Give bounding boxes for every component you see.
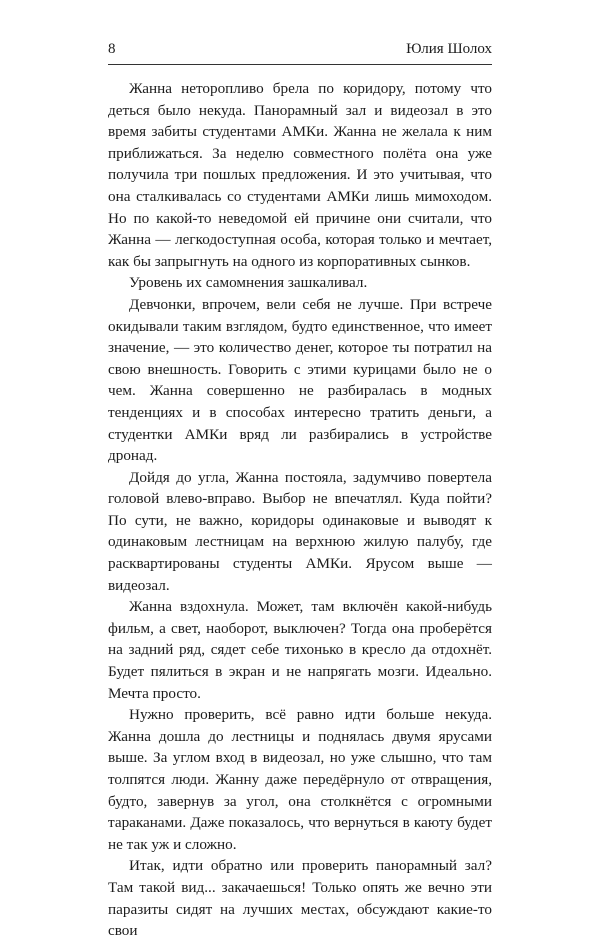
- body-text: [108, 78, 492, 942]
- paragraph: Итак, идти обратно или проверить панорамный зал? Там такой вид... закачаешься! Только опять же вечно эти паразиты сидят на лучших местах, обсуждают какие-то свои: [108, 857, 492, 940]
- paragraph: Уровень их самомнения зашкаливал.: [129, 274, 368, 292]
- paragraph: Девчонки, впрочем, вели себя не лучше. При встрече окидывали таким взглядом, будто единственное, что имеет значение, — это количество денег, которое ты потратил на свою внешность. Говорить с этими курицами было не о чем. Жанна совершенно не разбиралась в модных тенденциях и в способах интересно тратить деньги, а студентки АМКи вряд ли разбирались в устройстве дронад.: [108, 295, 492, 465]
- header-rule: [108, 64, 492, 65]
- paragraph: Дойдя до угла, Жанна постояла, задумчиво повертела головой влево-вправо. Выбор не впечатлял. Куда пойти? По сути, не важно, коридоры одинаковые и выводят к одинаковым лестницам на верхнюю жилую палубу, где расквартированы студенты АМКи. Ярусом выше — видеозал.: [108, 468, 492, 594]
- page-number: 8: [108, 41, 116, 57]
- paragraph: Нужно проверить, всё равно идти больше некуда. Жанна дошла до лестницы и поднялась двумя ярусами выше. За углом вход в видеозал, но уже слышно, что там толпятся люди. Жанну даже передёрнуло от отвращения, будто, завернув за угол, она столкнётся с огромными тараканами. Даже показалось, что вернуться в каюту будет не так уж и сложно.: [108, 706, 492, 853]
- paragraph: Жанна вздохнула. Может, там включён какой-нибудь фильм, а свет, наоборот, выключен? Тогда она проберётся на задний ряд, сядет себе тихонько в кресло да отдохнёт. Будет пялиться в экран и не напрягать мозги. Идеально. Мечта просто.: [108, 598, 492, 702]
- running-head: [108, 38, 492, 60]
- paragraph: Жанна неторопливо брела по коридору, потому что деться было некуда. Панорамный зал и видеозал в это время забиты студентами АМКи. Жанна не желала к ним приближаться. За неделю совместного полёта она уже получила три пошлых предложения. И это учитывая, что она сталкивалась со студентами АМКи лишь мимоходом. Но по какой-то неведомой ей причине они считали, что Жанна — легкодоступная особа, которая только и мечтает, как бы запрыгнуть на одного из корпоративных сынков.: [108, 80, 492, 270]
- running-title: Юлия Шолох: [406, 41, 492, 57]
